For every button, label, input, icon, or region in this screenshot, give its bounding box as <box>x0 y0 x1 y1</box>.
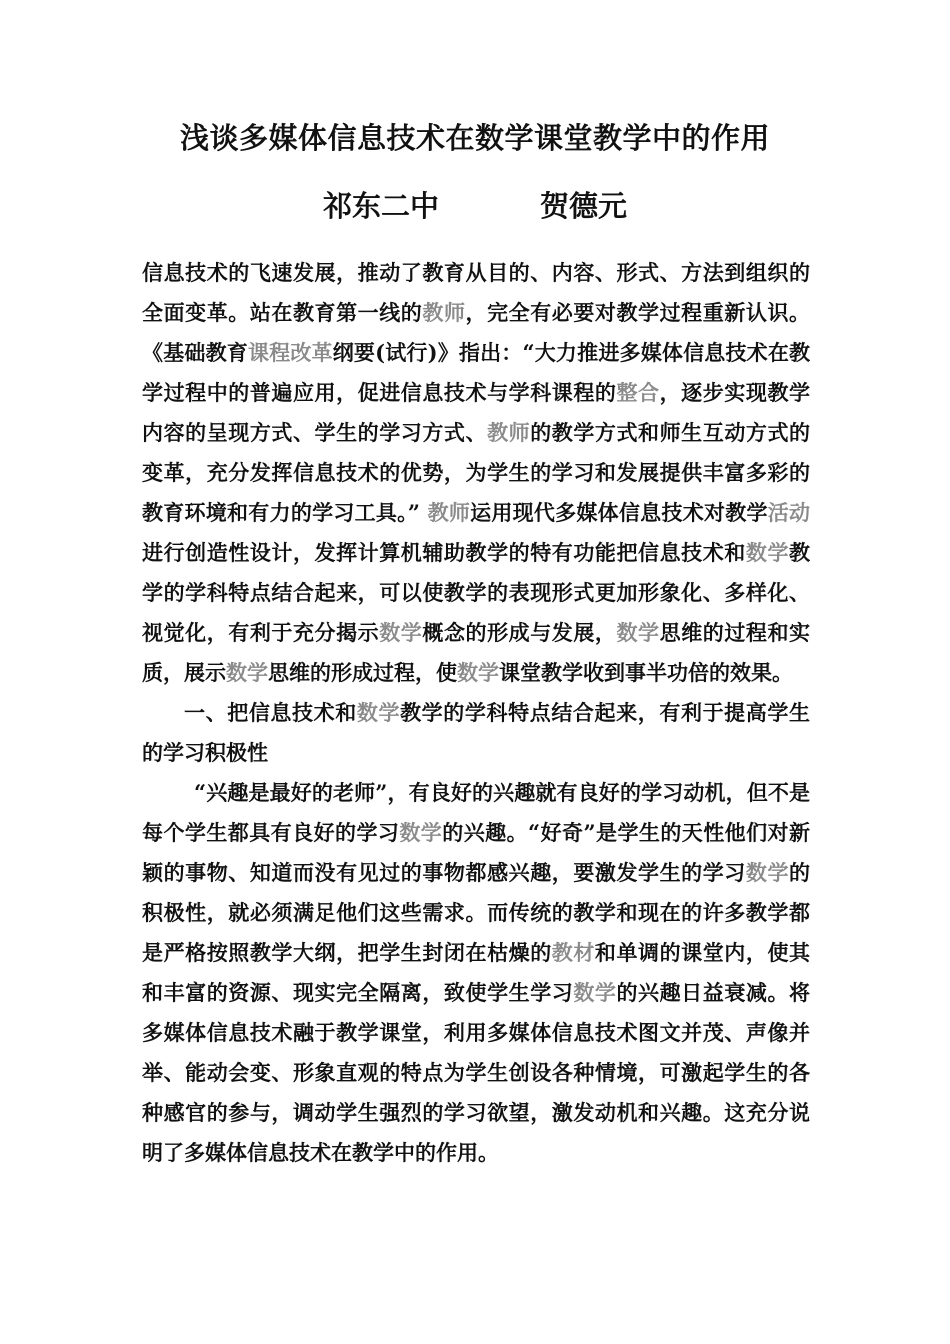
highlighted-term: 数学 <box>226 660 268 685</box>
text-run: 运用现代多媒体信息技术对教学 <box>470 500 768 525</box>
highlighted-term: 数学 <box>573 980 617 1005</box>
document-body <box>142 253 810 1173</box>
text-run: “兴趣是最好的老师”，有良好的兴趣就有良好的学习动机，但不是每个学生都具有良好的学习 <box>142 780 810 845</box>
text-run: 教学的学科特点结合起来，有利于提高学生的学习积极性 <box>142 700 811 765</box>
text-run: 和单调的课堂内，使其和丰富的资源、现实完全隔离，致使学生学习 <box>142 940 811 1005</box>
text-run: 的兴趣日益衰减。将多媒体信息技术融于教学课堂，利用多媒体信息技术图文并茂、声像并举、能动会变、形象直观的特点为学生创设各种情境，可激起学生的各种感官的参与，调动学生强烈的学习欲望，激发动机和兴趣。这充分说明了多媒体信息技术在教学中的作用。 <box>142 980 811 1165</box>
text-run: 纲要(试行)》指出：“大力推进多媒体信息技术在教学过程中的普遍应用，促进信息技术与学科课程的 <box>142 340 811 405</box>
text-run: ，逐步实现教学内容的呈现方式、学生的学习方式、 <box>142 380 811 445</box>
highlighted-term: 数学 <box>745 860 790 885</box>
text-run: 信息技术的飞速发展，推动了教育从目的、内容、形式、方法到组织的全面变革。站在教育第一线的 <box>142 260 810 325</box>
highlighted-term: 数学 <box>356 700 401 725</box>
text-run: 课堂教学收到事半功倍的效果。 <box>499 660 793 685</box>
text-run: 概念的形成与发展， <box>422 620 617 645</box>
intro-paragraph <box>142 253 810 693</box>
highlighted-term: 整合 <box>616 380 660 405</box>
highlighted-term: 数学 <box>745 540 790 565</box>
text-run: 的兴趣。“好奇”是学生的天性他们对新颖的事物、知道而没有见过的事物都感兴趣，要激发学生的学习 <box>142 820 811 885</box>
text-run: 进行创造性设计，发挥计算机辅助教学的特有功能把信息技术和 <box>142 540 746 565</box>
highlighted-term: 数学 <box>616 620 660 645</box>
highlighted-term: 教材 <box>551 940 595 965</box>
highlighted-term: 教师 <box>422 300 466 325</box>
author-byline: 祁东二中 贺德元 <box>323 189 627 223</box>
highlighted-term: 课程改革 <box>247 340 333 365</box>
text-run: ，完全有必要对教学过程重新认识。《基础教育 <box>142 300 811 365</box>
highlighted-term: 活动 <box>767 500 811 525</box>
text-run: 的积极性，就必须满足他们这些需求。而传统的教学和现在的许多教学都是严格按照教学大纲，把学生封闭在枯燥的 <box>142 860 811 965</box>
body-paragraph <box>142 773 810 1173</box>
highlighted-term: 数学 <box>379 620 423 645</box>
highlighted-term: 数学 <box>399 820 443 845</box>
section-heading <box>142 693 810 773</box>
document-title: 浅谈多媒体信息技术在数学课堂教学中的作用 <box>179 121 770 155</box>
highlighted-term: 数学 <box>457 660 499 685</box>
highlighted-term: 教师 <box>427 500 471 525</box>
text-run: 教学的学科特点结合起来，可以使教学的表现形式更加形象化、多样化、视觉化，有利于充分揭示 <box>142 540 811 645</box>
text-run: 思维的形成过程，使 <box>268 660 457 685</box>
text-run: 的教学方式和师生互动方式的变革，充分发挥信息技术的优势，为学生的学习和发展提供丰富多彩的教育环境和有力的学习工具。” <box>142 420 811 525</box>
highlighted-term: 教师 <box>487 420 531 445</box>
text-run: 思维的过程和实质，展示 <box>142 620 811 685</box>
text-run: 一、把信息技术和 <box>184 700 357 725</box>
